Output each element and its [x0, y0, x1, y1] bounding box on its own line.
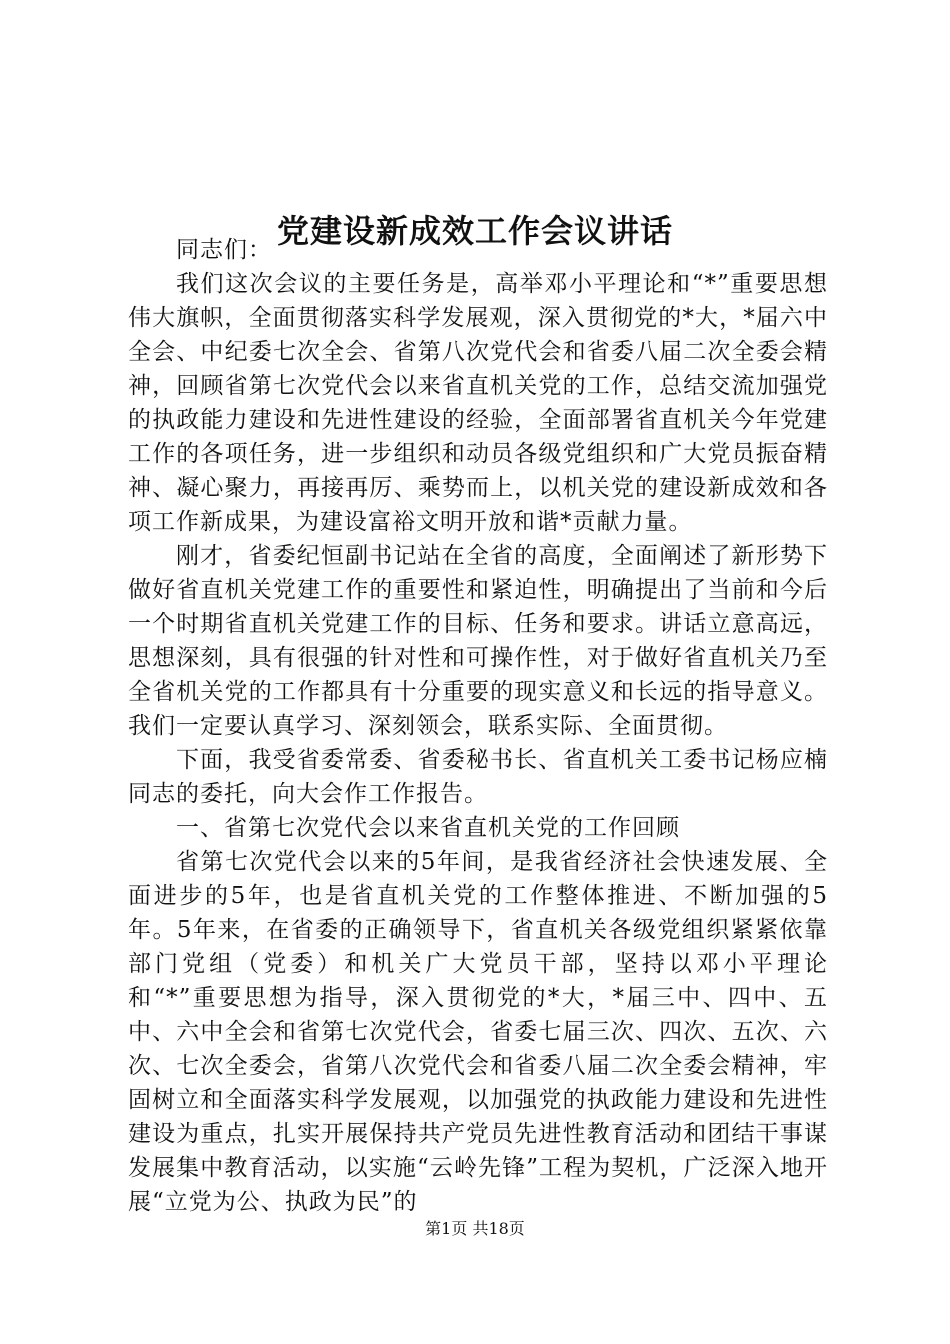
body-paragraph: 省第七次党代会以来的5年间，是我省经济社会快速发展、全面进步的5年，也是省直机关党的工作整体推进、不断加强的5年。5年来，在省委的正确领导下，省直机关各级党组织紧紧依靠部门党组（党委）和机关广大党员干部，坚持以邓小平理论和“*”重要思想为指导，深入贯彻党的*大，*届三中、四中、五中、六中全会和省第七次党代会，省委七届三次、四次、五次、六次、七次全委会，省第八次党代会和省委八届二次全委会精神，牢固树立和全面落实科学发展观，以加强党的执政能力建设和先进性建设为重点，扎实开展保持共产党员先进性教育活动和团结干事谋发展集中教育活动，以实施“云岭先锋”工程为契机，广泛深入地开展“立党为公、执政为民”的 [128, 849, 828, 1215]
document-title: 党建设新成效工作会议讲话 [276, 212, 673, 251]
body-paragraph: 下面，我受省委常委、省委秘书长、省直机关工委书记杨应楠同志的委托，向大会作工作报告。 [128, 747, 828, 807]
page-footer: 第1页 共18页 [425, 1219, 525, 1238]
document-body [128, 233, 828, 1219]
body-paragraph: 我们这次会议的主要任务是，高举邓小平理论和“*”重要思想伟大旗帜，全面贯彻落实科学发展观，深入贯彻党的*大，*届六中全会、中纪委七次全会、省第八次党代会和省委八届二次全委会精神，回顾省第七次党代会以来省直机关党的工作，总结交流加强党的执政能力建设和先进性建设的经验，全面部署省直机关今年党建工作的各项任务，进一步组织和动员各级党组织和广大党员振奋精神、凝心聚力，再接再厉、乘势而上，以机关党的建设新成效和各项工作新成果，为建设富裕文明开放和谐*贡献力量。 [128, 271, 828, 535]
body-paragraph: 刚才，省委纪恒副书记站在全省的高度，全面阐述了新形势下做好省直机关党建工作的重要性和紧迫性，明确提出了当前和今后一个时期省直机关党建工作的目标、任务和要求。讲话立意高远，思想深刻，具有很强的针对性和可操作性，对于做好省直机关乃至全省机关党的工作都具有十分重要的现实意义和长远的指导意义。我们一定要认真学习、深刻领会，联系实际、全面贯彻。 [128, 543, 828, 739]
section-heading: 一、省第七次党代会以来省直机关党的工作回顾 [176, 815, 680, 841]
salutation: 同志们： [176, 237, 272, 263]
